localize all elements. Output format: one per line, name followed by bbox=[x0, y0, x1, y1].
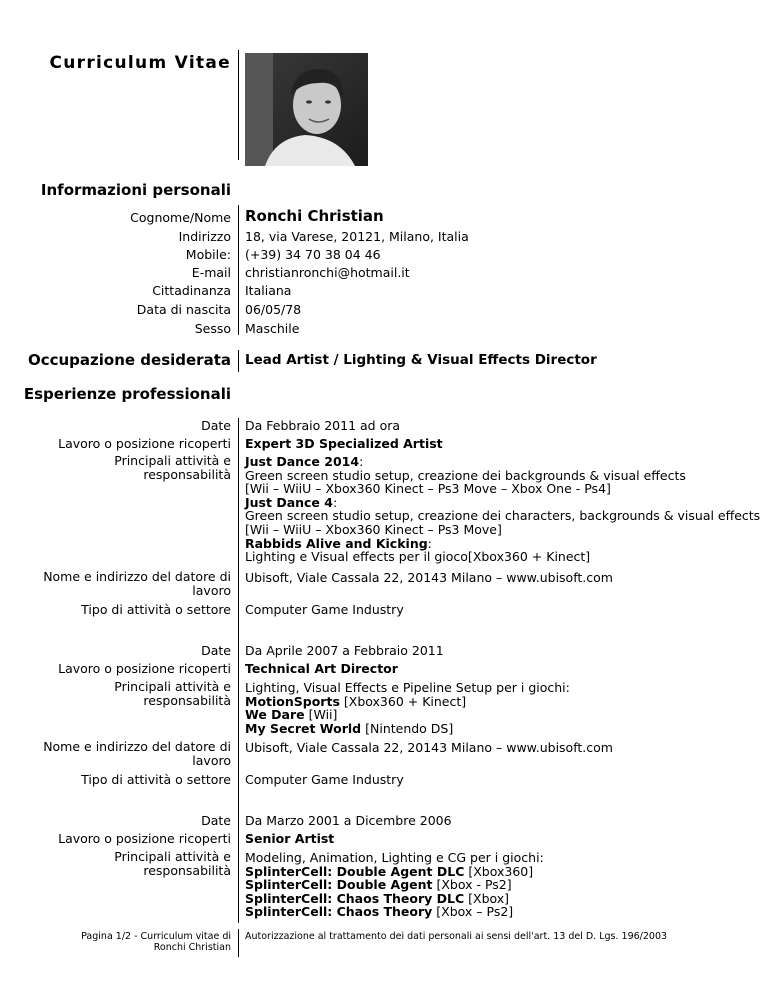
activity-line: [Wii – WiiU – Xbox360 Kinect – Ps3 Move – Xbox One - Ps4] bbox=[245, 481, 611, 497]
label-line: responsabilità bbox=[143, 863, 231, 878]
column-divider bbox=[238, 418, 239, 923]
footer-privacy-note: Autorizzazione al trattamento dei dati personali ai sensi dell'art. 13 del D. Lgs. 196/2003 bbox=[245, 931, 668, 942]
label-line: Principali attività e bbox=[114, 453, 231, 468]
column-divider bbox=[238, 205, 239, 335]
label-activities bbox=[114, 680, 231, 708]
activity-line: SplinterCell: Double Agent DLC [Xbox360] bbox=[245, 863, 534, 879]
job-date: Da Febbraio 2011 ad ora bbox=[245, 418, 401, 433]
job-position: Expert 3D Specialized Artist bbox=[245, 436, 443, 451]
activity-line: [Wii – WiiU – Xbox360 Kinect – Ps3 Move] bbox=[245, 521, 502, 537]
job-employer: Ubisoft, Viale Cassala 22, 20143 Milano – www.ubisoft.com bbox=[245, 570, 613, 585]
label-position: Lavoro o posizione ricoperti bbox=[58, 661, 231, 676]
activity-line: We Dare [Wii] bbox=[245, 707, 338, 723]
citizenship-value: Italiana bbox=[245, 283, 292, 298]
job-activities bbox=[245, 681, 570, 735]
full-name: Ronchi Christian bbox=[245, 207, 384, 225]
label-activities bbox=[114, 454, 231, 482]
job-sector: Computer Game Industry bbox=[245, 602, 404, 617]
label-line: Principali attività e bbox=[114, 679, 231, 694]
activity-line: Modeling, Animation, Lighting e CG per i giochi: bbox=[245, 850, 544, 865]
page-title: Curriculum Vitae bbox=[49, 53, 231, 73]
label-line: Nome e indirizzo del datore di bbox=[43, 739, 231, 754]
label-citizenship: Cittadinanza bbox=[152, 283, 231, 298]
activity-line: Green screen studio setup, creazione dei backgrounds & visual effects bbox=[245, 467, 686, 483]
label-line: lavoro bbox=[192, 753, 231, 768]
label-activities bbox=[114, 850, 231, 878]
label-sector: Tipo di attività o settore bbox=[81, 602, 231, 617]
label-employer bbox=[43, 740, 231, 768]
job-date: Da Marzo 2001 a Dicembre 2006 bbox=[245, 813, 452, 828]
activity-line: SplinterCell: Chaos Theory DLC [Xbox] bbox=[245, 890, 510, 906]
activity-line: SplinterCell: Double Agent [Xbox - Ps2] bbox=[245, 877, 512, 893]
section-heading-personal: Informazioni personali bbox=[40, 181, 231, 199]
label-line: Nome e indirizzo del datore di bbox=[43, 569, 231, 584]
footer-line: Ronchi Christian bbox=[153, 942, 231, 953]
column-divider bbox=[238, 350, 239, 372]
activity-line: Lighting e Visual effects per il gioco[Xbox360 + Kinect] bbox=[245, 549, 591, 565]
job-sector: Computer Game Industry bbox=[245, 772, 404, 787]
profile-photo bbox=[245, 53, 368, 166]
label-birthdate: Data di nascita bbox=[136, 302, 231, 317]
activity-line: My Secret World [Nintendo DS] bbox=[245, 720, 454, 736]
label-sector: Tipo di attività o settore bbox=[81, 772, 231, 787]
job-activities bbox=[245, 851, 544, 919]
label-line: lavoro bbox=[192, 583, 231, 598]
email-value: christianronchi@hotmail.it bbox=[245, 265, 410, 280]
occupation-value: Lead Artist / Lighting & Visual Effects Director bbox=[245, 352, 597, 368]
label-gender: Sesso bbox=[194, 321, 231, 336]
section-heading-occupation: Occupazione desiderata bbox=[27, 351, 231, 369]
label-address: Indirizzo bbox=[178, 229, 231, 244]
label-line: Principali attività e bbox=[114, 849, 231, 864]
label-employer bbox=[43, 570, 231, 598]
footer-page-info bbox=[81, 931, 231, 953]
label-name: Cognome/Nome bbox=[130, 210, 231, 225]
label-date: Date bbox=[201, 643, 231, 658]
label-mobile: Mobile: bbox=[185, 247, 231, 262]
job-activities bbox=[245, 455, 760, 564]
column-divider bbox=[238, 929, 239, 957]
birthdate-value: 06/05/78 bbox=[245, 302, 302, 317]
job-employer: Ubisoft, Viale Cassala 22, 20143 Milano – www.ubisoft.com bbox=[245, 740, 613, 755]
label-email: E-mail bbox=[191, 265, 231, 280]
activity-line: Just Dance 2014: bbox=[245, 454, 364, 469]
section-heading-experience: Esperienze professionali bbox=[23, 385, 231, 403]
activity-line: Rabbids Alive and Kicking: bbox=[245, 535, 432, 551]
label-line: responsabilità bbox=[143, 693, 231, 708]
activity-line: Just Dance 4: bbox=[245, 494, 338, 510]
job-date: Da Aprile 2007 a Febbraio 2011 bbox=[245, 643, 444, 658]
label-date: Date bbox=[201, 813, 231, 828]
label-line: responsabilità bbox=[143, 467, 231, 482]
label-position: Lavoro o posizione ricoperti bbox=[58, 436, 231, 451]
activity-line: SplinterCell: Chaos Theory [Xbox – Ps2] bbox=[245, 904, 514, 920]
label-position: Lavoro o posizione ricoperti bbox=[58, 831, 231, 846]
label-date: Date bbox=[201, 418, 231, 433]
activity-line: Green screen studio setup, creazione dei characters, backgrounds & visual effects bbox=[245, 508, 761, 524]
job-position: Technical Art Director bbox=[245, 661, 398, 676]
mobile-value: (+39) 34 70 38 04 46 bbox=[245, 247, 381, 262]
address-value: 18, via Varese, 20121, Milano, Italia bbox=[245, 229, 469, 244]
activity-line: Lighting, Visual Effects e Pipeline Setup per i giochi: bbox=[245, 680, 570, 695]
activity-line: MotionSports [Xbox360 + Kinect] bbox=[245, 693, 467, 709]
job-position: Senior Artist bbox=[245, 831, 335, 846]
column-divider bbox=[238, 50, 239, 160]
gender-value: Maschile bbox=[245, 321, 300, 336]
footer-line: Pagina 1/2 - Curriculum vitae di bbox=[81, 931, 231, 942]
